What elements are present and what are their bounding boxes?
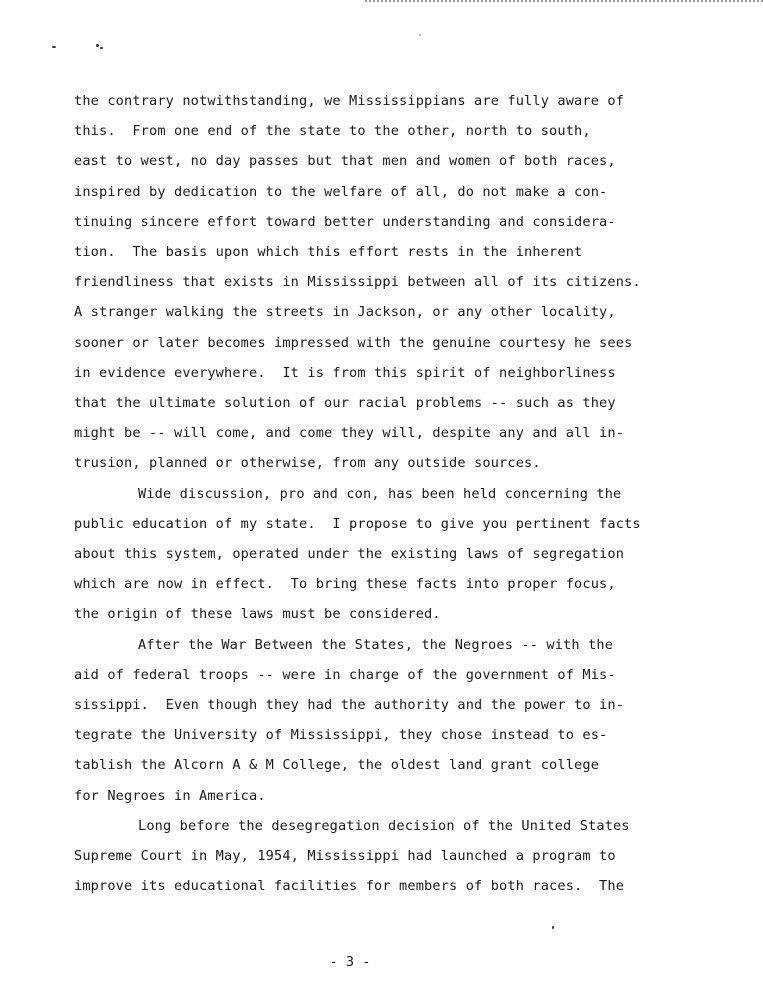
text-line: about this system, operated under the existing laws of segregation [74,546,625,563]
text-line: tinuing sincere effort toward better understanding and considera- [74,213,616,230]
text-line: After the War Between the States, the Negroes -- with the [138,636,614,653]
text-line: sooner or later becomes impressed with the genuine courtesy he sees [74,334,633,351]
scan-speck [552,926,554,929]
scan-speck [96,44,99,47]
text-line: might be -- will come, and come they will, despite any and all in- [74,425,625,442]
text-line: public education of my state. I propose to give you pertinent facts [74,515,641,532]
text-line: improve its educational facilities for members of both races. The [74,878,625,895]
scan-speck [419,34,421,36]
page-number: - 3 - [329,954,371,970]
text-line: which are now in effect. To bring these facts into proper focus, [74,576,616,593]
text-line: sissippi. Even though they had the authority and the power to in- [74,697,625,714]
text-line: Long before the desegregation decision of the United States [138,817,630,834]
text-line: A stranger walking the streets in Jackson, or any other locality, [74,304,616,321]
text-line: Wide discussion, pro and con, has been held concerning the [138,485,622,502]
text-line: the contrary notwithstanding, we Mississippians are fully aware of [74,93,625,109]
text-line: inspired by dedication to the welfare of all, do not make a con- [74,183,608,200]
text-line: in evidence everywhere. It is from this spirit of neighborliness [74,364,616,381]
text-line: this. From one end of the state to the other, north to south, [74,123,591,140]
scan-speck [52,46,56,48]
text-line: tablish the Alcorn A & M College, the oldest land grant college [74,757,600,774]
text-line: friendliness that exists in Mississippi between all of its citizens. [74,274,641,291]
top-dotted-edge [365,0,763,2]
text-line: east to west, no day passes but that men and women of both races, [74,153,616,170]
text-line: Supreme Court in May, 1954, Mississippi had launched a program to [74,848,616,865]
text-line: tegrate the University of Mississippi, they chose instead to es- [74,727,608,744]
text-line: that the ultimate solution of our racial problems -- such as they [74,395,616,412]
text-line: tion. The basis upon which this effort rests in the inherent [74,244,583,261]
body-text [74,86,714,901]
text-line: trusion, planned or otherwise, from any outside sources. [74,455,541,472]
text-line: aid of federal troops -- were in charge of the government of Mis- [74,666,616,683]
text-line: for Negroes in America. [74,787,266,804]
text-line: the origin of these laws must be considered. [74,606,441,623]
scan-speck [100,47,103,49]
